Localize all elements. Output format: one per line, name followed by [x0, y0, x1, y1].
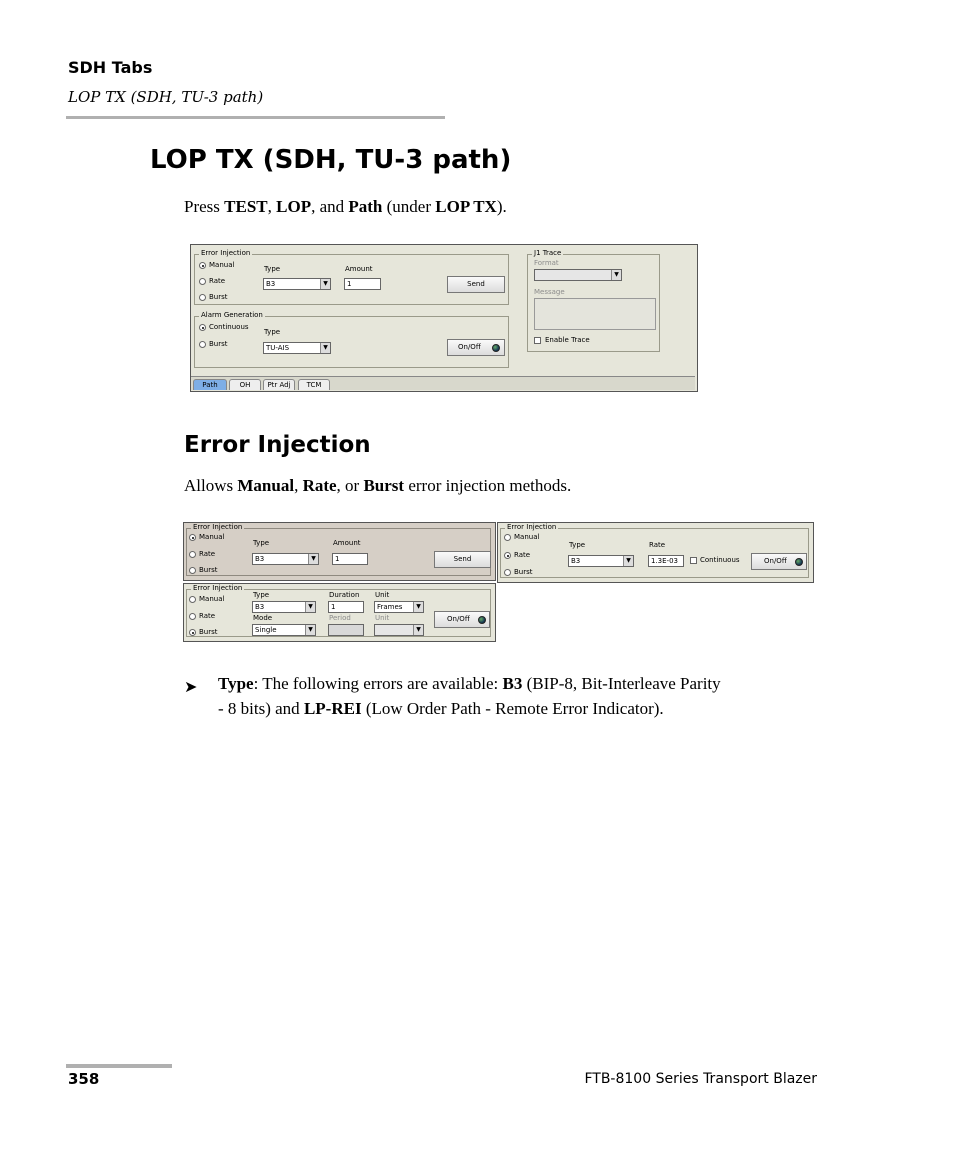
tab-path[interactable]: Path	[193, 379, 227, 390]
chevron-down-icon: ▼	[413, 625, 423, 635]
bullet-arrow-icon: ➤	[184, 677, 198, 696]
radio-rate[interactable]	[189, 613, 196, 620]
radio-manual[interactable]	[199, 262, 206, 269]
amount-input[interactable]: 1	[332, 553, 368, 565]
chevron-down-icon: ▼	[413, 602, 423, 612]
amount-input[interactable]: 1	[344, 278, 381, 290]
type-select[interactable]: B3 ▼	[568, 555, 634, 567]
send-button[interactable]: Send	[434, 551, 491, 568]
radio-alarm-burst[interactable]	[199, 341, 206, 348]
chevron-down-icon: ▼	[320, 279, 330, 289]
error-injection-group: Error Injection Manual Rate Burst Type B3 ▼ Amount 1 Send	[194, 254, 509, 305]
running-header-section: SDH Tabs	[68, 58, 153, 77]
type-select[interactable]: B3 ▼	[252, 601, 316, 613]
chevron-down-icon: ▼	[320, 343, 330, 353]
type-select[interactable]: B3 ▼	[263, 278, 331, 290]
alarm-generation-group: Alarm Generation Continuous Burst Type TU-AIS ▼ On/Off	[194, 316, 509, 368]
status-led-icon	[795, 558, 803, 566]
enable-trace-checkbox[interactable]	[534, 337, 541, 344]
radio-continuous[interactable]	[199, 324, 206, 331]
running-header-subsection: LOP TX (SDH, TU-3 path)	[68, 88, 264, 106]
chevron-down-icon: ▼	[305, 602, 315, 612]
bullet-line-2: - 8 bits) and LP-REI (Low Order Path - Remote Error Indicator).	[218, 699, 664, 718]
tab-bar	[191, 376, 695, 390]
tab-ptr-adj[interactable]: Ptr Adj	[263, 379, 295, 390]
document-title: FTB-8100 Series Transport Blazer	[584, 1071, 817, 1087]
duration-input[interactable]: 1	[328, 601, 364, 613]
chevron-down-icon: ▼	[305, 625, 315, 635]
radio-rate[interactable]	[189, 551, 196, 558]
send-button[interactable]: Send	[447, 276, 505, 293]
chevron-down-icon: ▼	[611, 270, 621, 280]
tab-oh[interactable]: OH	[229, 379, 261, 390]
bullet-line-1: Type: The following errors are available: B3 (BIP-8, Bit-Interleave Parity	[218, 674, 721, 693]
onoff-button[interactable]: On/Off	[751, 553, 807, 570]
type-select[interactable]: B3 ▼	[252, 553, 319, 565]
onoff-button[interactable]: On/Off	[447, 339, 505, 356]
continuous-checkbox[interactable]	[690, 557, 697, 564]
radio-burst[interactable]	[189, 629, 196, 636]
radio-manual[interactable]	[189, 534, 196, 541]
unit-select[interactable]: Frames ▼	[374, 601, 424, 613]
status-led-icon	[492, 344, 500, 352]
radio-manual[interactable]	[504, 534, 511, 541]
page-title: LOP TX (SDH, TU-3 path)	[150, 145, 512, 175]
chevron-down-icon: ▼	[308, 554, 318, 564]
period-unit-select[interactable]	[374, 624, 424, 636]
radio-rate[interactable]	[199, 278, 206, 285]
status-led-icon	[478, 616, 486, 624]
message-field[interactable]	[534, 298, 656, 330]
rate-input[interactable]: 1.3E-03	[648, 555, 684, 567]
onoff-button[interactable]: On/Off	[434, 611, 490, 628]
burst-injection-panel: Error Injection Manual Rate Burst Type B3 ▼ Duration 1 Unit Frames ▼ Mode Single ▼ Period Unit ▼ On/Off	[183, 583, 496, 642]
lop-tx-path-screen	[190, 244, 698, 392]
allows-paragraph: Allows Manual, Rate, or Burst error injection methods.	[184, 476, 572, 495]
page-number: 358	[68, 1070, 100, 1088]
format-select[interactable]	[534, 269, 622, 281]
j1-trace-group: J1 Trace Format ▼ Message Enable Trace	[527, 254, 660, 352]
radio-burst[interactable]	[189, 567, 196, 574]
radio-burst[interactable]	[199, 294, 206, 301]
section-heading: Error Injection	[184, 432, 371, 458]
intro-paragraph: Press TEST, LOP, and Path (under LOP TX).	[184, 197, 507, 216]
footer-rule	[66, 1064, 172, 1068]
period-input[interactable]	[328, 624, 364, 636]
rate-injection-panel: Error Injection Manual Rate Burst Type B3 ▼ Rate 1.3E-03 Continuous On/Off	[497, 522, 814, 583]
alarm-type-select[interactable]: TU-AIS ▼	[263, 342, 331, 354]
chevron-down-icon: ▼	[623, 556, 633, 566]
radio-manual[interactable]	[189, 596, 196, 603]
radio-burst[interactable]	[504, 569, 511, 576]
tab-tcm[interactable]: TCM	[298, 379, 330, 390]
mode-select[interactable]: Single ▼	[252, 624, 316, 636]
manual-injection-panel: Error Injection Manual Rate Burst Type B3 ▼ Amount 1 Send	[183, 522, 496, 581]
radio-rate[interactable]	[504, 552, 511, 559]
header-rule	[66, 116, 445, 119]
